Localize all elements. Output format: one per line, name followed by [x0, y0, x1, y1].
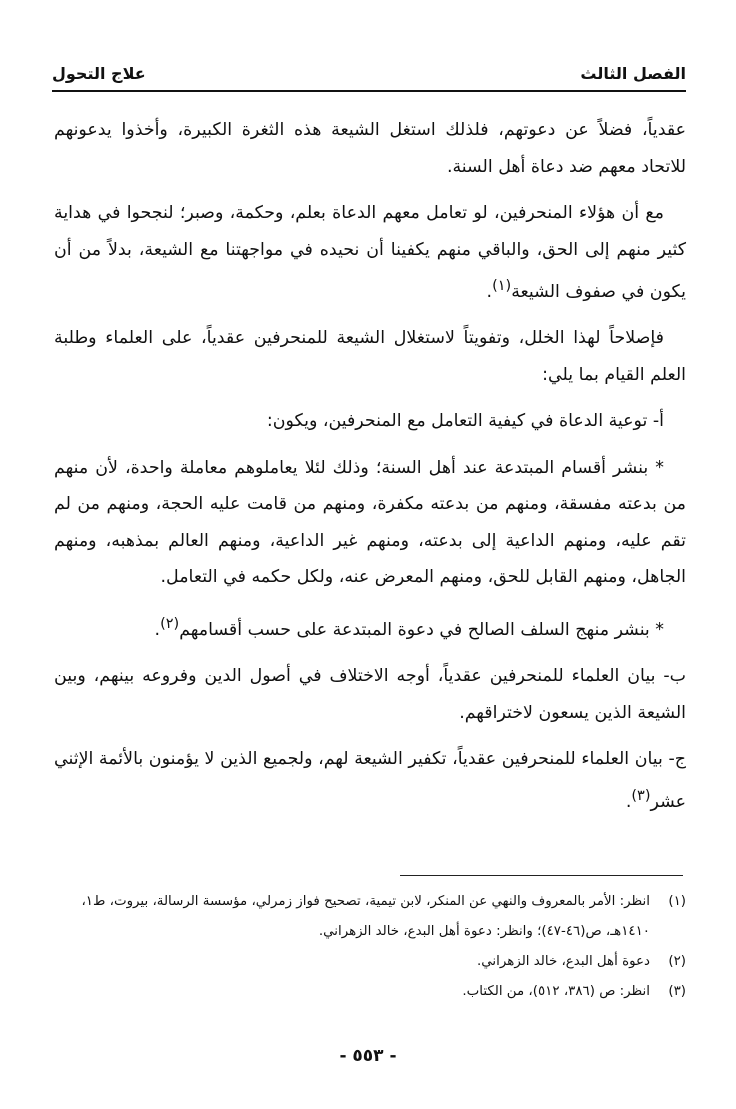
list-item-b: ب- بيان العلماء للمنحرفين عقدياً، أوجه الاختلاف في أصول الدين وفروعه بينهم، وبين الشيعة الذين يسعون لاختراقهم. — [54, 666, 686, 723]
chapter-title: الفصل الثالث — [580, 64, 686, 83]
page-number: - ٥٥٣ - — [339, 1046, 397, 1066]
footnote-text: دعوة أهل البدع، خالد الزهراني. — [477, 954, 650, 969]
footnote-ref[interactable]: (٣) — [631, 787, 651, 804]
footnote-text: انظر: ص (٣٨٦، ٥١٢)، من الكتاب. — [462, 984, 650, 999]
footnote — [54, 887, 686, 947]
footnote-separator — [400, 875, 683, 876]
bullet-paragraph: * بنشر أقسام المبتدعة عند أهل السنة؛ وذلك لئلا يعاملوهم معاملة واحدة، لأن منهم من بدعته مفسقة، ومنهم من بدعته مكفرة، ومنهم من قامت عليه الحجة، ومنهم من لم تقم عليه، ومنهم الداعية إلى بدعته، ومنهم غير الداعية، ومنهم العالم بمذهبه، ومنهم الجاهل، ومنهم القابل للحق، ومنهم المعرض عنه، ولكل حكمه في التعامل. — [54, 457, 686, 588]
footnote-ref[interactable]: (١) — [492, 278, 512, 294]
bullet-paragraph: * بنشر منهج السلف الصالح في دعوة المبتدعة على حسب أقسامهم$^{(٢)}$. — [154, 615, 664, 640]
list-heading: أ- توعية الدعاة في كيفية التعامل مع المنحرفين، ويكون: — [266, 411, 664, 432]
footnote-number: (١) — [668, 894, 686, 909]
footnote — [54, 947, 686, 977]
footnotes — [54, 887, 686, 1007]
footnote-number: (٢) — [668, 954, 686, 969]
paragraph: فإصلاحاً لهذا الخلل، وتفويتاً لاستغلال الشيعة للمنحرفين عقدياً، على العلماء وطلبة العلم القيام بما يلي: — [54, 328, 686, 385]
footnote — [54, 977, 686, 1007]
list-item-c: ج- بيان العلماء للمنحرفين عقدياً، تكفير الشيعة لهم، ولجميع الذين لا يؤمنون بالأئمة الإثني عشر$^{(٣)}$. — [54, 749, 686, 812]
paragraph: عقدياً، فضلاً عن دعوتهم، فلذلك استغل الشيعة هذه الثغرة الكبيرة، وأخذوا يدعونهم للاتحاد معهم ضد دعاة أهل السنة. — [54, 120, 686, 177]
footnote-text: انظر: الأمر بالمعروف والنهي عن المنكر، لابن تيمية، تصحيح فواز زمرلي، مؤسسة الرسالة، بيروت، ط١، ١٤١٠هـ، ص(٤٦-٤٧)؛ وانظر: دعوة أهل البدع، خالد الزهراني. — [81, 894, 650, 939]
section-title: علاج التحول — [52, 64, 146, 83]
running-header — [52, 60, 686, 92]
paragraph: مع أن هؤلاء المنحرفين، لو تعامل معهم الدعاة بعلم، وحكمة، وصبر؛ لنجحوا في هداية كثير منهم إلى الحق، والباقي منهم يكفينا أن نحيده في مواجهتنا مع الشيعة، بدلاً من أن يكون في صفوف الشيعة$^{(١)}$. — [54, 203, 686, 302]
footnote-number: (٣) — [668, 984, 686, 999]
main-text — [54, 112, 686, 820]
footnote-ref[interactable]: (٢) — [160, 615, 180, 632]
